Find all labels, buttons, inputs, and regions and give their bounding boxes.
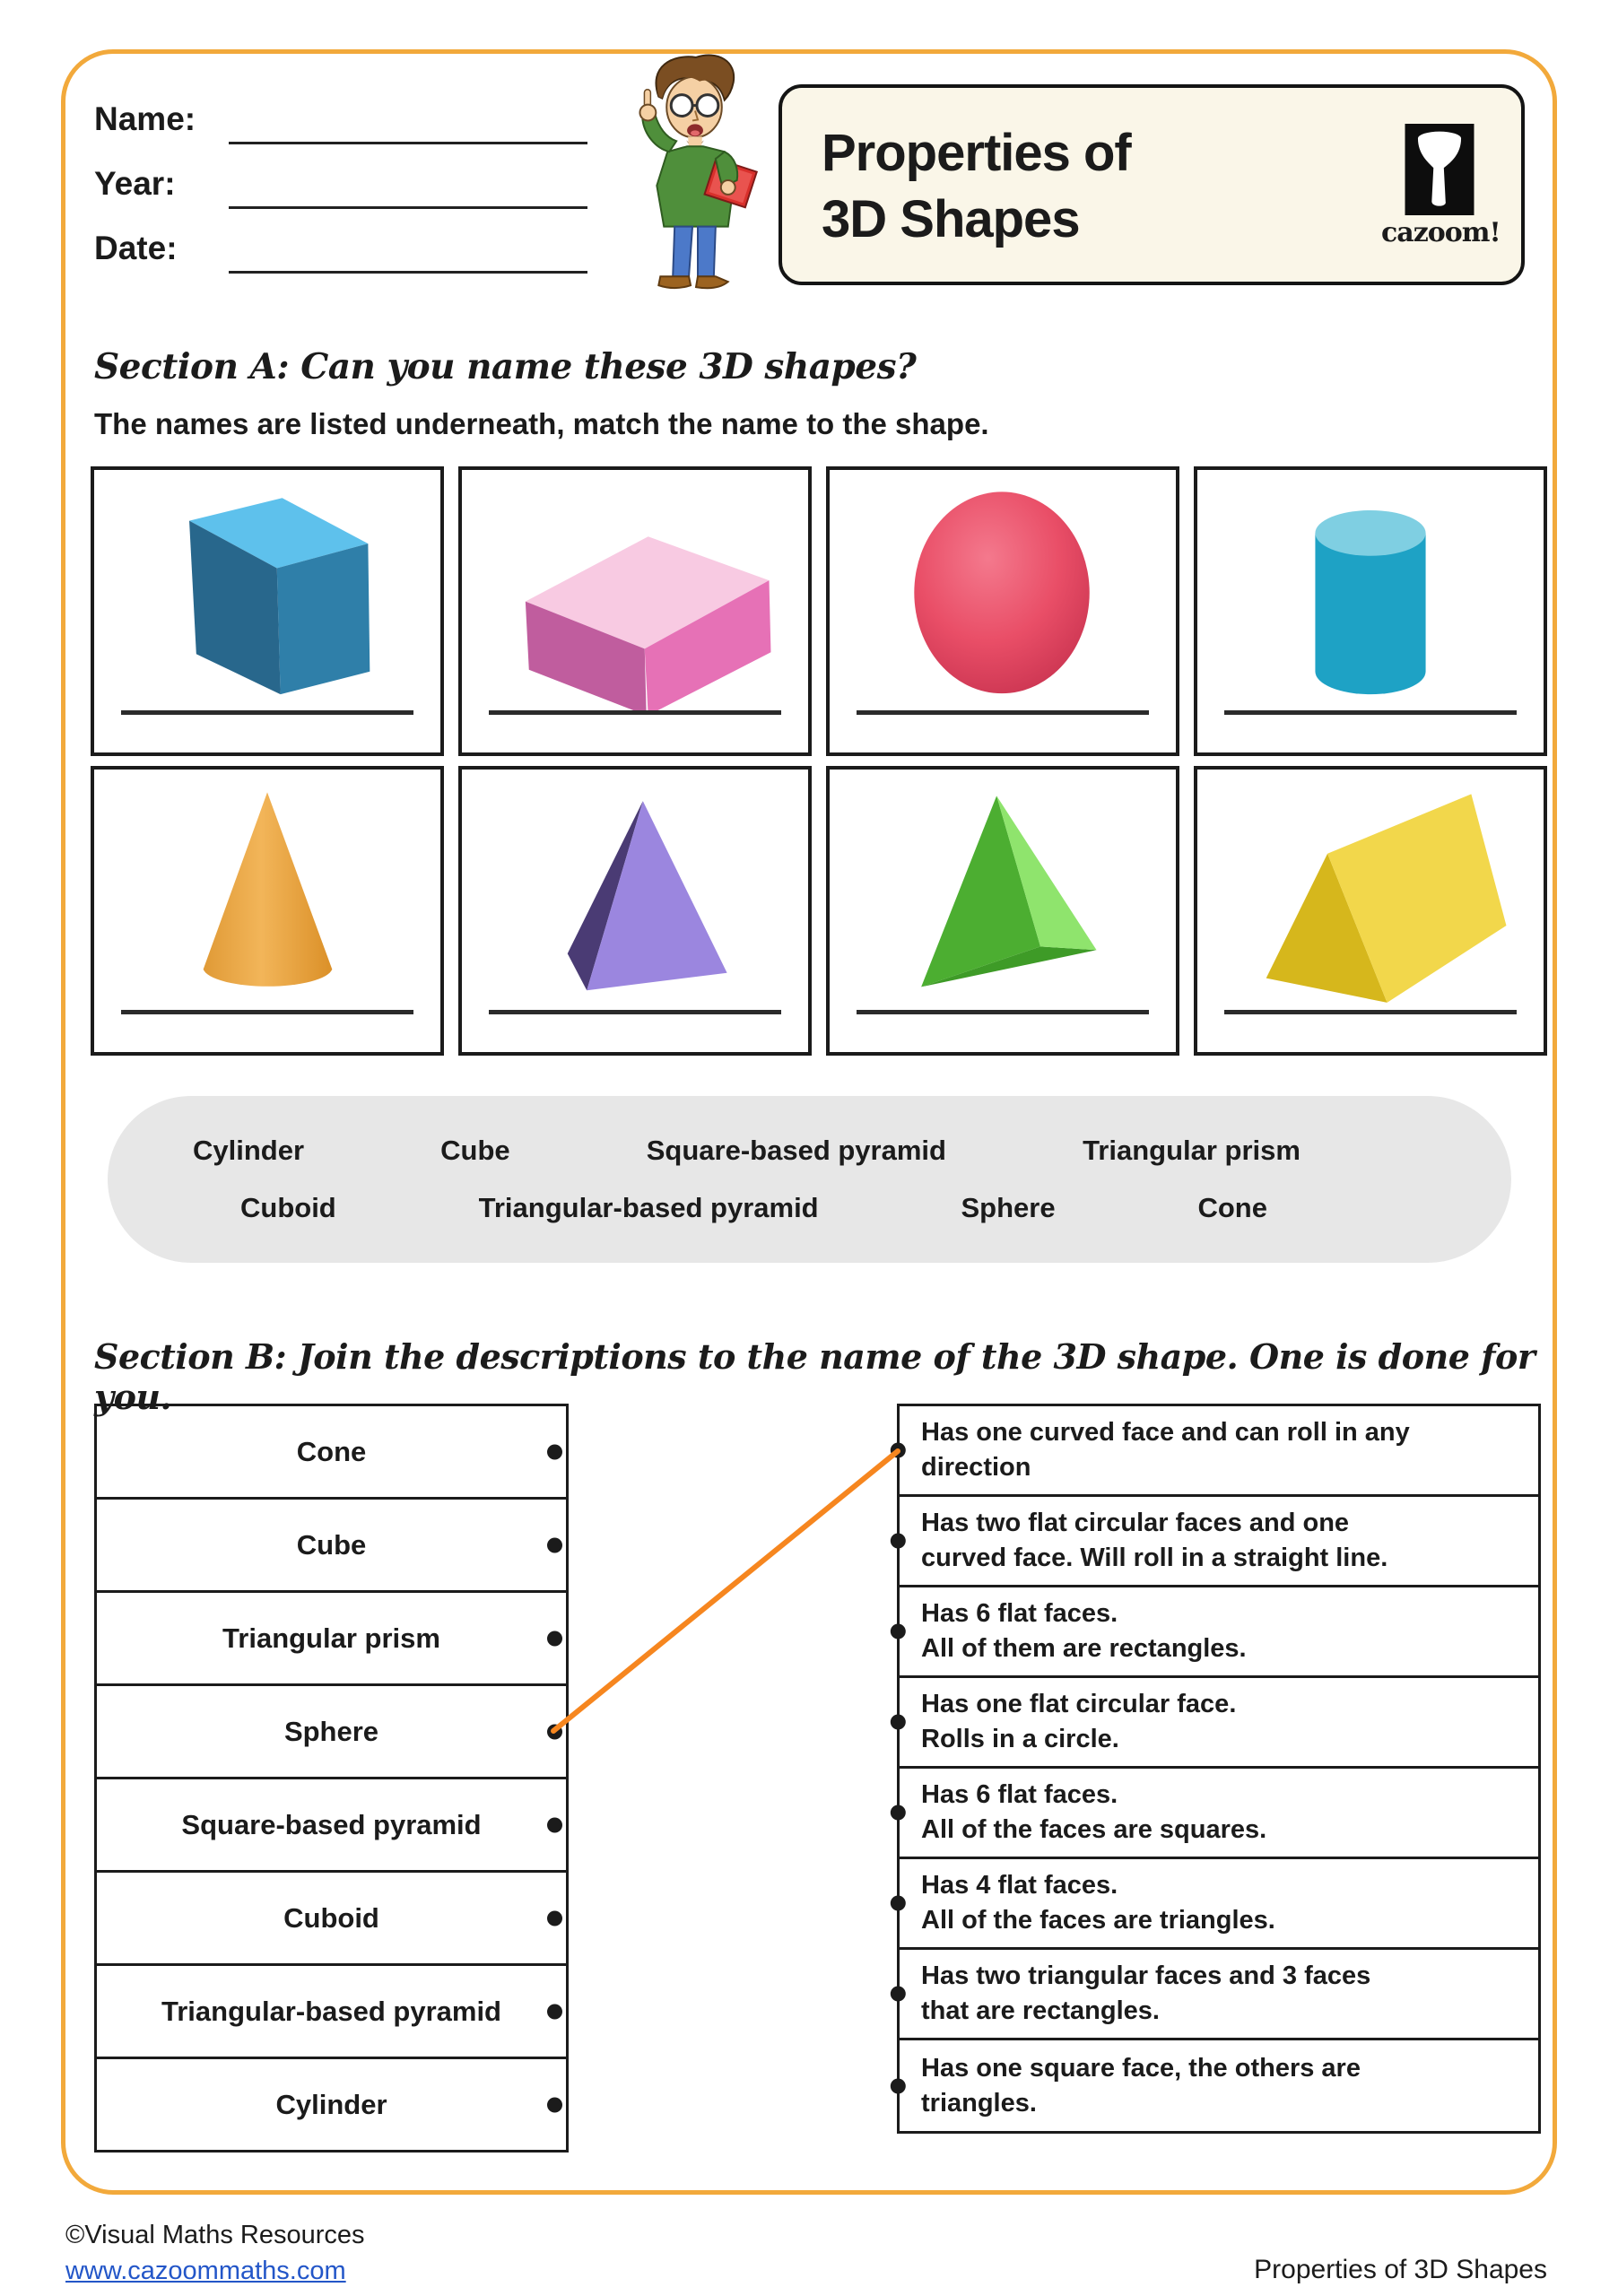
description-text: direction [921,1453,1031,1482]
name-field [94,100,596,165]
section-a-instruction: The names are listed underneath, match the name to the shape. [94,407,989,440]
name-row-sphere [97,1686,566,1779]
name-row-cube [97,1500,566,1593]
cube-3d-icon [94,470,440,710]
triangular-pyramid-3d-icon [830,770,1176,1010]
cazoom-logo-text: cazoom! [1381,217,1501,248]
shape-box-triangular-pyramid [826,766,1179,1056]
year-label: Year: [94,165,176,202]
word-bank-row-2 [108,1192,1511,1224]
connector-dot[interactable] [891,1715,906,1730]
word-bank-item-triangular-pyramid: Triangular-based pyramid [478,1192,819,1223]
description-text: Has 4 flat faces. [921,1871,1118,1900]
name-row-cuboid [97,1873,566,1966]
connector-dot[interactable] [891,2078,906,2093]
description-text: curved face. Will roll in a straight line. [921,1544,1388,1572]
word-bank [108,1096,1511,1263]
description-row-1 [900,1406,1538,1497]
name-label: Square-based pyramid [181,1808,482,1840]
connector-dot[interactable] [547,1537,562,1552]
word-bank-item-sphere: Sphere [961,1192,1056,1223]
shape-box-cube [91,466,444,756]
shape-box-square-pyramid [458,766,812,1056]
name-label: Name: [94,100,196,137]
name-label: Triangular prism [222,1622,440,1654]
name-label: Cone [296,1435,367,1467]
cone-3d-icon [94,770,440,1010]
shape-box-sphere [826,466,1179,756]
connector-dot[interactable] [547,2004,562,2019]
word-bank-item-cube: Cube [440,1135,510,1166]
connector-dot[interactable] [891,1534,906,1549]
name-label: Triangular-based pyramid [161,1995,501,2027]
connector-dot[interactable] [547,1910,562,1926]
word-bank-item-cylinder: Cylinder [193,1135,305,1166]
student-info-fields [94,100,596,294]
description-row-5 [900,1769,1538,1859]
word-bank-item-square-pyramid: Square-based pyramid [646,1135,946,1166]
connector-dot[interactable] [547,1631,562,1646]
date-field [94,230,596,294]
sphere-3d-icon [830,470,1176,710]
name-row-triangular-pyramid [97,1966,566,2059]
square-pyramid-3d-icon [462,770,808,1010]
description-row-6 [900,1859,1538,1950]
connector-dot[interactable] [547,1817,562,1832]
shape-box-triangular-prism [1194,766,1547,1056]
section-a-heading: Section A: Can you name these 3D shapes? [94,346,917,387]
shape-box-cone [91,766,444,1056]
glasses-icon [671,95,692,117]
answer-blank[interactable] [857,710,1149,715]
footer-worksheet-title: Properties of 3D Shapes [1254,2255,1547,2284]
drum-logo-icon [1405,124,1474,215]
triangular-prism-3d-icon [1197,770,1544,1010]
shape-box-cylinder [1194,466,1547,756]
name-label: Cube [296,1528,367,1561]
teacher-cartoon-illustration [603,52,791,301]
cazoom-logo [1381,124,1501,248]
answer-blank[interactable] [121,1010,413,1014]
description-text: triangles. [921,2088,1037,2118]
description-text: Has one flat circular face. [921,1690,1237,1718]
connector-dot[interactable] [891,1624,906,1639]
shape-names-table [94,1404,569,2152]
worksheet-title-box [779,84,1525,285]
year-field [94,165,596,230]
name-row-cylinder [97,2059,566,2150]
name-label: Cuboid [283,1901,379,1934]
answer-blank[interactable] [489,710,781,715]
date-input-line[interactable] [229,271,587,274]
description-row-2 [900,1497,1538,1587]
cuboid-3d-icon [462,470,808,710]
description-text: Rolls in a circle. [921,1725,1119,1753]
description-text: Has two flat circular faces and one [921,1509,1350,1537]
description-text: Has two triangular faces and 3 faces [921,1961,1371,1990]
description-row-7 [900,1950,1538,2040]
date-label: Date: [94,230,178,266]
shape-grid [91,466,1547,1056]
connector-dot[interactable] [547,1724,562,1739]
answer-blank[interactable] [121,710,413,715]
name-row-cone [97,1406,566,1500]
connector-dot[interactable] [547,2097,562,2112]
name-label: Cylinder [275,2088,387,2120]
answer-blank[interactable] [857,1010,1149,1014]
connector-dot[interactable] [547,1444,562,1459]
cylinder-3d-icon [1197,470,1544,710]
answer-blank[interactable] [1224,710,1517,715]
answer-blank[interactable] [489,1010,781,1014]
copyright-text: ©Visual Maths Resources [65,2221,365,2249]
word-bank-row-1 [108,1135,1511,1167]
name-row-triangular-prism [97,1593,566,1686]
word-bank-item-cuboid: Cuboid [240,1192,336,1223]
description-text: All of the faces are squares. [921,1815,1267,1844]
description-row-4 [900,1678,1538,1769]
year-input-line[interactable] [229,206,587,209]
name-label: Sphere [283,1715,379,1747]
connector-dot[interactable] [891,1443,906,1458]
cazoommaths-link[interactable]: www.cazoommaths.com [65,2257,346,2285]
description-row-8 [900,2040,1538,2131]
description-text: All of them are rectangles. [921,1634,1247,1663]
section-b-heading: Section B: Join the descriptions to the name of the 3D shape. One is done for you. [94,1336,1535,1417]
description-text: All of the faces are triangles. [921,1906,1275,1935]
description-text: Has 6 flat faces. [921,1599,1118,1628]
word-bank-item-triangular-prism: Triangular prism [1083,1135,1300,1166]
answer-blank[interactable] [1224,1010,1517,1014]
connector-dot[interactable] [891,1896,906,1911]
description-text: Has 6 flat faces. [921,1780,1118,1809]
description-row-3 [900,1587,1538,1678]
name-row-square-pyramid [97,1779,566,1873]
description-text: Has one curved face and can roll in any [921,1418,1410,1447]
connector-dot[interactable] [891,1987,906,2002]
title-line-1: Properties of [822,124,1131,182]
description-text: Has one square face, the others are [921,2053,1361,2083]
connector-dot[interactable] [891,1805,906,1821]
name-input-line[interactable] [229,142,587,144]
shape-box-cuboid [458,466,812,756]
word-bank-item-cone: Cone [1197,1192,1267,1223]
description-text: that are rectangles. [921,1996,1160,2025]
descriptions-table [897,1404,1541,2134]
title-line-2: 3D Shapes [822,190,1080,248]
